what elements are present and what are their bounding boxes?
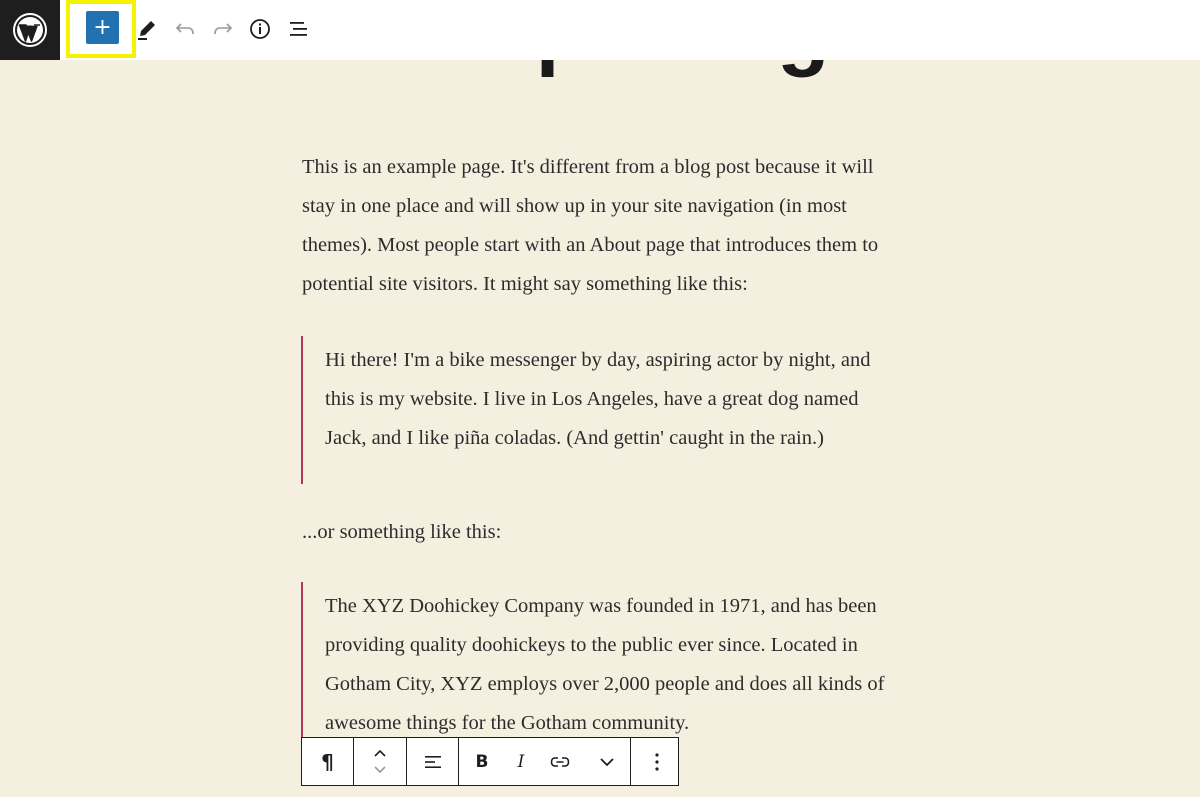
mover-control [354, 738, 406, 785]
add-block-button[interactable]: + [86, 11, 119, 44]
block-toolbar [301, 737, 679, 786]
align-button[interactable] [407, 738, 458, 785]
editor-top-toolbar [0, 0, 1200, 60]
quote-line: Hi there! I'm a bike messenger by day, aspiring actor by night, and [325, 349, 871, 371]
undo-icon[interactable] [172, 16, 198, 42]
intro-line: stay in one place and will show up in your site navigation (in most [302, 195, 847, 217]
more-vertical-icon [653, 751, 661, 773]
options-button[interactable] [631, 738, 682, 785]
quote-line: The XYZ Doohickey Company was founded in 1971, and has been [325, 595, 877, 617]
quote-line: providing quality doohickeys to the public ever since. Located in [325, 634, 858, 656]
quote-line: awesome things for the Gotham community. [325, 712, 690, 734]
more-rich-text-button[interactable] [583, 738, 630, 785]
quote-block-bike-messenger[interactable] [301, 336, 941, 484]
redo-icon[interactable] [210, 16, 236, 42]
link-icon [549, 751, 571, 773]
quote-block-xyz-company[interactable] [301, 582, 941, 737]
quote-line: Jack, and I like piña coladas. (And gettin' caught in the rain.) [325, 427, 824, 449]
intro-paragraph[interactable] [302, 148, 942, 304]
wordpress-logo-icon [12, 12, 48, 48]
move-up-icon[interactable] [372, 746, 388, 760]
move-down-icon[interactable] [372, 763, 388, 777]
intro-line: This is an example page. It's different from a blog post because it will [302, 156, 874, 178]
options-group [631, 738, 682, 785]
quote-line: Gotham City, XYZ employs over 2,000 people and does all kinds of [325, 673, 885, 695]
middle-paragraph[interactable]: ...or something like this: [302, 521, 502, 543]
edit-pen-icon[interactable] [134, 16, 160, 42]
list-view-icon[interactable] [286, 16, 312, 42]
info-icon[interactable] [247, 16, 273, 42]
quote-line: this is my website. I live in Los Angeles, have a great dog named [325, 388, 859, 410]
link-button[interactable] [537, 738, 583, 785]
move-group [354, 738, 407, 785]
bold-button[interactable]: B [475, 751, 489, 772]
chevron-down-icon [598, 753, 616, 771]
format-group [459, 738, 631, 785]
italic-button[interactable]: I [517, 751, 525, 772]
paragraph-icon[interactable]: ¶ [321, 749, 334, 774]
align-icon [422, 751, 444, 773]
block-type-group [302, 738, 354, 785]
intro-line: potential site visitors. It might say something like this: [302, 273, 748, 295]
align-group [407, 738, 459, 785]
intro-line: themes). Most people start with an About page that introduces them to [302, 234, 879, 256]
wordpress-logo-button[interactable] [0, 0, 60, 60]
